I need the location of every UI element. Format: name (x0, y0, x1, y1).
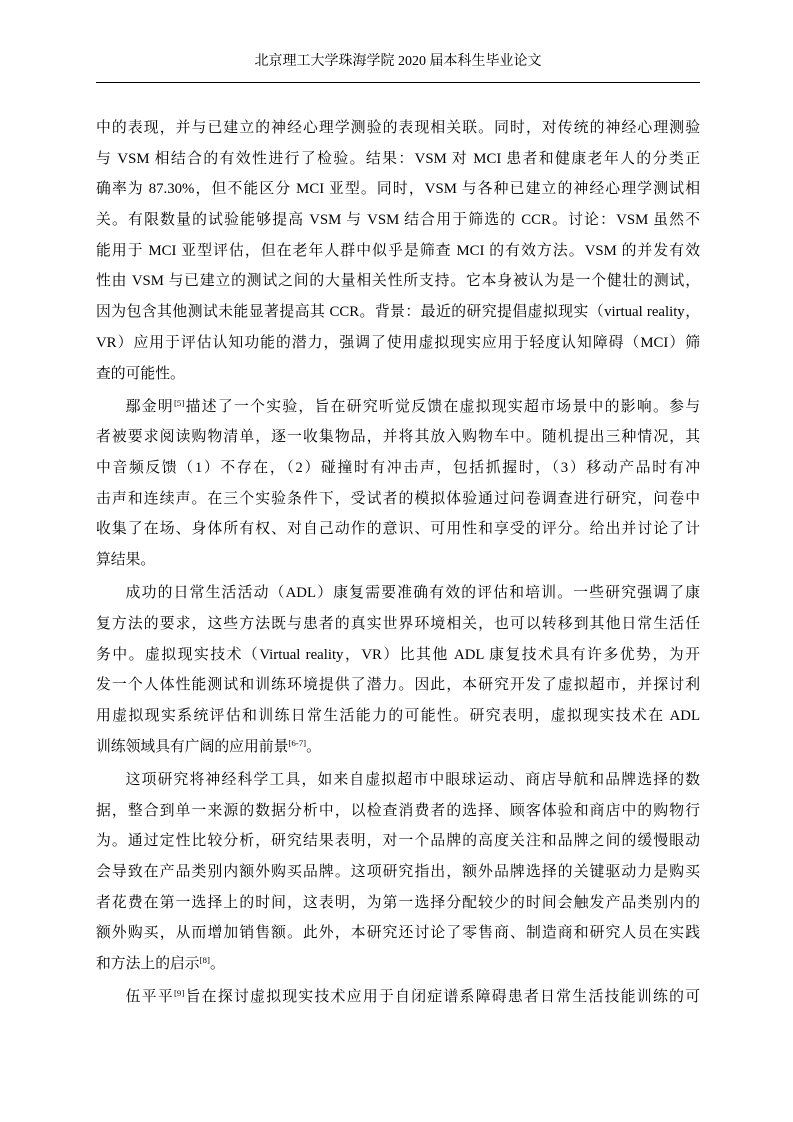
citation-marker: [6-7] (288, 737, 307, 748)
text-line (96, 205, 700, 236)
text-run: 者被要求阅读购物清单，逐一收集物品，并将其放入购物车中。随机提出三种情况，其 (96, 429, 700, 446)
text-run: 收集了在场、身体所有权、对自己动作的意识、可用性和享受的评分。给出并讨论了计 (96, 521, 700, 538)
text-line (96, 609, 700, 640)
text-run: 中的表现，并与已建立的神经心理学测验的表现相关联。同时，对传统的神经心理测验 (96, 120, 700, 136)
text-line (96, 949, 700, 980)
text-line (96, 545, 700, 576)
text-run: 成功的日常生活活动（ADL）康复需要准确有效的评估和培训。一些研究强调了康 (125, 585, 700, 602)
text-run: 额外购买，从而增加销售额。此外，本研究还讨论了零售商、制造商和研究人员在实践 (96, 925, 700, 942)
text-line (96, 888, 700, 919)
text-run: 。 (306, 738, 321, 755)
running-header: 北京理工大学珠海学院 2020 届本科生毕业论文 (254, 54, 542, 69)
paragraph (96, 392, 700, 576)
text-run: 与 VSM 相结合的有效性进行了检验。结果：VSM 对 MCI 患者和健康老年人的分类正 (96, 150, 700, 167)
text-run: 鄢金明 (125, 398, 174, 415)
text-run: 性由 VSM 与已建立的测试之间的大量相关性所支持。它本身被认为是一个健壮的测试， (96, 273, 700, 290)
text-run: 和方法上的启示 (96, 956, 200, 973)
text-run: 复方法的要求，这些方法既与患者的真实世界环境相关，也可以转移到其他日常生活任 (96, 616, 700, 632)
text-line (96, 640, 700, 671)
text-line (96, 918, 700, 949)
text-run: 。 (209, 956, 225, 973)
text-run: 者花费在第一选择上的时间，这表明，为第一选择分配较少的时间会触发产品类别内的 (96, 894, 700, 911)
text-run: 发一个人体性能测试和训练环境提供了潜力。因此，本研究开发了虚拟超市，并探讨利 (96, 677, 700, 694)
text-line (96, 328, 700, 359)
text-line (96, 796, 700, 827)
text-line (96, 826, 700, 857)
text-line (96, 266, 700, 297)
text-run: 描述了一个实验，旨在研究听觉反馈在虚拟现实超市场景中的影响。参与 (184, 398, 700, 415)
text-line (96, 857, 700, 888)
citation-marker: [9] (173, 988, 185, 999)
text-run: 算结果。 (96, 552, 156, 569)
text-line (96, 113, 700, 144)
text-line (96, 670, 700, 701)
text-line (96, 297, 700, 328)
text-run: VR）应用于评估认知功能的潜力，强调了使用虚拟现实应用于轻度认知障碍（MCI）筛 (96, 334, 700, 351)
text-line (96, 765, 700, 796)
text-run: 确率为 87.30%，但不能区分 MCI 亚型。同时，VSM 与各种已建立的神经心理学测试相 (96, 181, 700, 198)
text-line (96, 144, 700, 175)
text-line (96, 732, 700, 763)
header-rule (96, 82, 700, 83)
text-run: 用虚拟现实系统评估和训练日常生活能力的可能性。研究表明，虚拟现实技术在 ADL (96, 708, 700, 725)
text-line (96, 392, 700, 423)
text-run: 为。通过定性比较分析，研究结果表明，对一个品牌的高度关注和品牌之间的缓慢眼动 (96, 833, 700, 850)
paragraph (96, 982, 700, 1013)
citation-marker: [5] (173, 397, 185, 408)
text-line (96, 236, 700, 267)
text-run: 训练领域具有广阔的应用前景 (96, 738, 289, 755)
paragraph (96, 765, 700, 980)
paragraph (96, 578, 700, 762)
text-run: 能用于 MCI 亚型评估，但在老年人群中似乎是筛查 MCI 的有效方法。VSM 的并发有效 (96, 242, 700, 259)
text-run: 查的可能性。 (96, 365, 185, 382)
text-run: 这项研究将神经科学工具，如来自虚拟超市中眼球运动、商店导航和品牌选择的数 (125, 771, 700, 788)
text-run: 击声和连续声。在三个实验条件下，受试者的模拟体验通过问卷调查进行研究，问卷中 (96, 490, 700, 507)
text-line (96, 514, 700, 545)
text-run: 因为包含其他测试未能显著提高其 CCR。背景：最近的研究提倡虚拟现实（virtual reality， (96, 304, 700, 321)
text-line (96, 578, 700, 609)
text-line (96, 422, 700, 453)
text-line (96, 453, 700, 484)
text-run: 旨在探讨虚拟现实技术应用于自闭症谱系障碍患者日常生活技能训练的可 (184, 989, 700, 1006)
text-run: 据，整合到单一来源的数据分析中，以检查消费者的选择、顾客体验和商店中的购物行 (96, 802, 700, 819)
text-line (96, 359, 700, 390)
text-run: 关。有限数量的试验能够提高 VSM 与 VSM 结合用于筛选的 CCR。讨论：VSM 虽然不 (96, 212, 700, 229)
text-run: 务中。虚拟现实技术（Virtual reality，VR）比其他 ADL 康复技术具有许多优势，为开 (96, 646, 700, 663)
citation-marker: [8] (199, 955, 210, 966)
text-run: 中音频反馈（1）不存在，（2）碰撞时有冲击声，包括抓握时，（3）移动产品时有冲 (96, 460, 700, 477)
text-line (96, 174, 700, 205)
text-run: 伍平平 (125, 989, 174, 1006)
text-run: 会导致在产品类别内额外购买品牌。这项研究指出，额外品牌选择的关键驱动力是购买 (96, 864, 700, 880)
text-line (96, 484, 700, 515)
text-line (96, 982, 700, 1013)
paragraph (96, 113, 700, 389)
body-text (96, 113, 700, 1013)
text-line (96, 701, 700, 732)
